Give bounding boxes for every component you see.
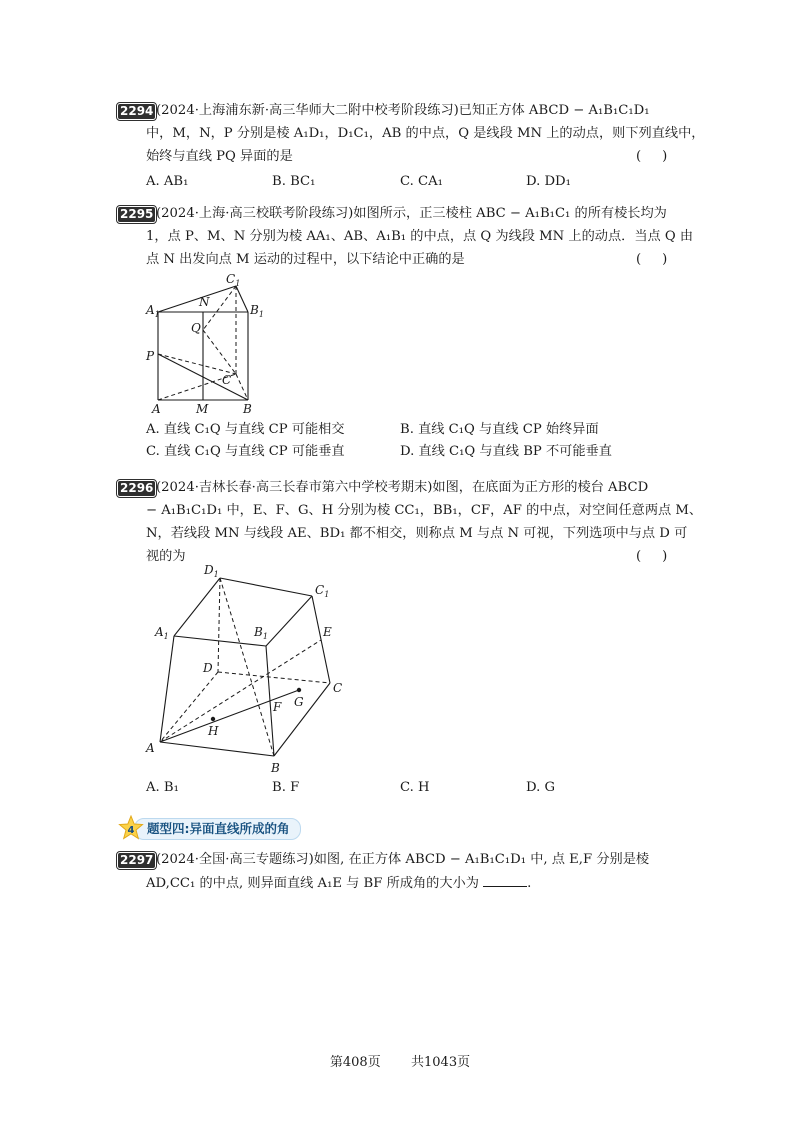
option-c: C. H (400, 780, 430, 795)
label-a: A (146, 741, 155, 755)
option-c: C. CA₁ (400, 174, 443, 189)
label-a1: $A_1$ (146, 303, 160, 319)
option-d: D. G (526, 780, 556, 795)
question-text: 点 N 出发向点 M 运动的过程中，以下结论中正确的是 (146, 252, 465, 267)
label-b: B (271, 761, 280, 775)
question-text: N，若线段 MN 与线段 AE、BD₁ 都不相交，则称点 M 与点 N 可视，下列选项中与点 D 可 (146, 526, 688, 541)
prism-figure (140, 266, 280, 416)
question-number-badge: 2296 (120, 481, 154, 495)
page-footer (0, 1054, 800, 1072)
option-b: B. 直线 C₁Q 与直线 CP 始终异面 (400, 422, 599, 437)
label-c: C (333, 681, 343, 695)
star-badge-icon (118, 815, 144, 841)
label-b: B (243, 402, 252, 416)
label-m: M (196, 402, 209, 416)
label-b1: $B_1$ (250, 303, 264, 319)
answer-blank[interactable] (483, 874, 527, 887)
option-d: D. 直线 C₁Q 与直线 BP 不可能垂直 (400, 444, 612, 459)
label-b1: $B_1$ (254, 625, 268, 641)
answer-parentheses: ( ) (636, 549, 668, 564)
question-text: 1，点 P、M、N 分别为棱 AA₁、AB、A₁B₁ 的中点，点 Q 为线段 MN 上的动点．当点 Q 由 (146, 229, 694, 244)
label-a1: $A_1$ (155, 625, 169, 641)
option-a: A. AB₁ (146, 174, 189, 189)
label-q: Q (191, 321, 201, 335)
question-text: (2024·上海·高三校联考阶段练习)如图所示，正三棱柱 ABC − A₁B₁C₁ 的所有棱长均为 (156, 206, 667, 221)
page-number: 第408页 (329, 1055, 381, 1070)
option-d: D. DD₁ (526, 174, 571, 189)
question-text: AD,CC₁ 的中点, 则异面直线 A₁E 与 BF 所成角的大小为 . (146, 876, 532, 891)
question-number-badge: 2294 (120, 104, 154, 118)
label-c1: $C_1$ (315, 583, 330, 599)
label-g: G (294, 695, 304, 709)
label-p: P (146, 349, 155, 363)
answer-parentheses: ( ) (636, 149, 668, 164)
label-c: C (222, 373, 232, 387)
option-b: B. BC₁ (272, 174, 316, 189)
label-f: F (273, 700, 282, 714)
frustum-figure (140, 558, 360, 776)
label-a: A (152, 402, 161, 416)
question-text: 视的为 (146, 549, 186, 564)
question-number-badge: 2295 (120, 207, 154, 221)
label-d: D (203, 661, 213, 675)
section-header (118, 815, 324, 841)
point-h (211, 717, 215, 721)
page-total: 共1043页 (411, 1055, 471, 1070)
option-c: C. 直线 C₁Q 与直线 CP 可能垂直 (146, 444, 345, 459)
question-text: 始终与直线 PQ 异面的是 (146, 149, 293, 164)
label-e: E (323, 625, 332, 639)
answer-parentheses: ( ) (636, 252, 668, 267)
question-number-badge: 2297 (120, 853, 154, 867)
option-a: A. 直线 C₁Q 与直线 CP 可能相交 (146, 422, 345, 437)
section-title: 题型四:异面直线所成的角 (134, 818, 301, 840)
question-text: − A₁B₁C₁D₁ 中，E、F、G、H 分别为棱 CC₁，BB₁，CF，AF 的中点，对空间任意两点 M、 (146, 503, 703, 518)
question-text: (2024·上海浦东新·高三华师大二附中校考阶段练习)已知正方体 ABCD − A₁B₁C₁D₁ (156, 103, 650, 118)
label-h: H (208, 724, 219, 738)
label-c1: $C_1$ (226, 272, 241, 288)
question-text: 中，M，N，P 分别是棱 A₁D₁，D₁C₁，AB 的中点，Q 是线段 MN 上的动点，则下列直线中， (146, 126, 705, 141)
question-text: (2024·吉林长春·高三长春市第六中学校考期末)如图，在底面为正方形的棱台 ABCD (156, 480, 649, 495)
point-g (297, 688, 301, 692)
question-text: (2024·全国·高三专题练习)如图, 在正方体 ABCD − A₁B₁C₁D₁ 中, 点 E,F 分别是棱 (156, 852, 650, 867)
section-badge-number: 4 (127, 825, 135, 836)
option-a: A. B₁ (146, 780, 179, 795)
label-n: N (199, 295, 210, 309)
label-d1: $D_1$ (204, 563, 219, 579)
option-b: B. F (272, 780, 300, 795)
